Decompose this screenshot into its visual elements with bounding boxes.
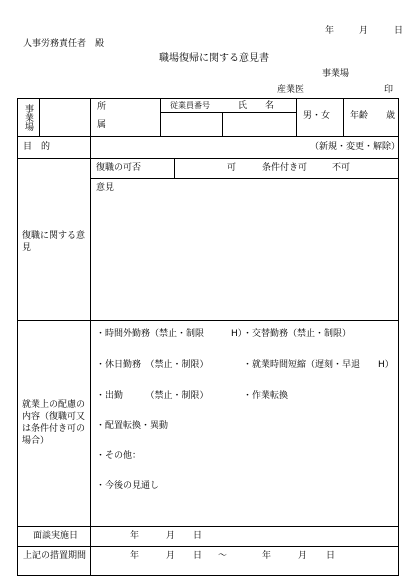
period-end-year: 年 <box>262 551 272 561</box>
workplace-vertical-label: 事業場 <box>23 104 33 131</box>
interview-year: 年 <box>130 531 140 541</box>
item-shift-work: ・交替勤務（禁止・制限） <box>243 329 352 339</box>
item-relocation: ・配置転換・異動 <box>96 421 169 431</box>
period-end-month: 月 <box>298 551 308 561</box>
interview-day: 日 <box>193 531 203 541</box>
item-other: ・その他： <box>96 451 142 461</box>
interview-month: 月 <box>166 531 176 541</box>
item-holiday-work: ・休日勤務 （禁止・制限） <box>96 360 209 370</box>
item-work-change: ・作業転換 <box>243 391 289 401</box>
purpose-options: （新規・変更・解除） <box>310 142 401 152</box>
age-label: 年齢 歳 <box>350 111 396 121</box>
period-tilde: 〜 <box>218 551 228 561</box>
interview-date-label: 面談実施日 <box>33 531 79 541</box>
opinion-label: 意見 <box>96 183 115 193</box>
return-option-conditional: 条件付き可 <box>262 163 308 173</box>
seal-mark: 印 <box>384 85 394 95</box>
period-start-day: 日 <box>193 551 203 561</box>
item-outlook: ・今後の見通し <box>96 481 160 491</box>
return-option-yes: 可 <box>227 163 237 173</box>
period-end-day: 日 <box>326 551 336 561</box>
date-year: 年 <box>325 26 335 36</box>
item-overtime: ・時間外勤務（禁止・制限 H） <box>96 329 247 339</box>
purpose-label: 目 的 <box>23 142 51 152</box>
work-consideration-label: 就業上の配慮の内容（復職可又は条件付き可の場合） <box>22 400 86 446</box>
gender-label: 男・女 <box>303 111 331 121</box>
return-possible-label: 復職の可否 <box>96 163 142 173</box>
period-start-year: 年 <box>130 551 140 561</box>
measure-period-label: 上記の措置期間 <box>23 551 87 561</box>
return-option-no: 不可 <box>332 163 351 173</box>
date-month: 月 <box>359 26 369 36</box>
item-reduced-hours: ・就業時間短縮（遅刻・早退 H） <box>243 360 394 370</box>
period-start-month: 月 <box>166 551 176 561</box>
page-title: 職場復帰に関する意見書 <box>159 53 269 64</box>
department-label-2: 属 <box>97 120 107 130</box>
return-opinion-section-label: 復職に関する意見 <box>22 231 86 253</box>
employee-number-label: 従業員番号 <box>170 101 210 110</box>
name-label: 氏 名 <box>238 101 275 111</box>
workplace-label: 事業場 <box>322 69 350 79</box>
date-day: 日 <box>394 26 404 36</box>
department-label-1: 所 <box>97 102 107 112</box>
addressee: 人事労務責任者 殿 <box>23 39 105 49</box>
physician-label: 産業医 <box>277 85 305 95</box>
item-business-trip: ・出勤 （禁止・制限） <box>96 391 209 401</box>
